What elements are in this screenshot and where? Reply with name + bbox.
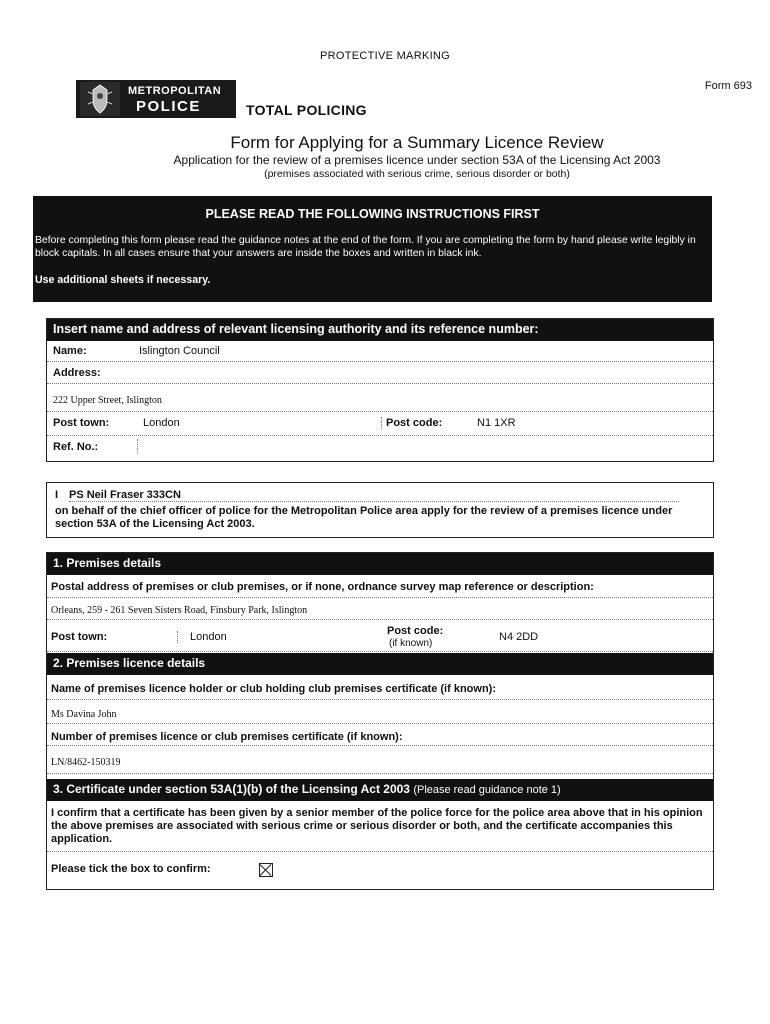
authority-ref-field[interactable]	[137, 439, 139, 453]
instructions-panel	[33, 196, 712, 302]
instructions-additional-sheets: Use additional sheets if necessary.	[35, 274, 211, 286]
section2-number-value-row	[47, 745, 713, 774]
sections-box	[46, 552, 714, 890]
authority-postcode-label: Post code:	[381, 417, 442, 429]
section2-heading: 2. Premises licence details	[47, 653, 713, 675]
section3-heading-bar	[47, 779, 713, 801]
confirm-checkbox[interactable]	[259, 863, 273, 877]
authority-address-row	[47, 361, 713, 384]
authority-name-field[interactable]: Islington Council	[139, 345, 220, 357]
section1-posttown-field[interactable]: London	[177, 631, 227, 643]
section1-posttown-label: Post town:	[51, 631, 108, 643]
form-subtitle: Application for the review of a premises licence under section 53A of the Licensing Act 2003	[173, 153, 661, 167]
section2-holder-value-row	[47, 699, 713, 724]
applicant-box	[46, 482, 714, 538]
logo-text-bottom: POLICE	[136, 98, 201, 115]
section2-number-field[interactable]: LN/8462-150319	[51, 757, 121, 768]
applicant-statement: on behalf of the chief officer of police for the Metropolitan Police area apply for the review of a premises licence under section 53A of the Licensing Act 2003.	[55, 505, 673, 530]
section2-number-label-row	[47, 723, 713, 746]
section1-postal-value-row	[47, 597, 713, 620]
authority-box	[46, 318, 714, 462]
authority-posttown-label: Post town:	[53, 417, 110, 429]
section3-heading-note: (Please read guidance note 1)	[413, 784, 561, 796]
authority-address-value-row	[47, 383, 713, 412]
section1-heading: 1. Premises details	[47, 553, 713, 575]
section1-post-row	[47, 619, 713, 652]
form-subnote: (premises associated with serious crime, serious disorder or both)	[264, 168, 570, 180]
section2-holder-label-row	[47, 675, 713, 700]
section3-tick-label: Please tick the box to confirm:	[51, 863, 211, 875]
section3-statement-row	[47, 801, 713, 852]
form-number: Form 693	[704, 80, 752, 92]
authority-heading: Insert name and address of relevant licensing authority and its reference number:	[47, 319, 713, 341]
authority-address-label: Address:	[53, 367, 101, 379]
section3-heading: 3. Certificate under section 53A(1)(b) of the Licensing Act 2003	[53, 782, 410, 796]
section3-statement: I confirm that a certificate has been given by a senior member of the police force for the police area above that in his opinion the above premises are associated with serious crime or serious disorder or both, and the certificate accompanies this application.	[51, 807, 703, 845]
authority-postcode-field[interactable]: N1 1XR	[477, 417, 516, 429]
crest-icon	[80, 82, 120, 116]
section1-postcode-label: Post code:	[387, 625, 444, 637]
applicant-name-field[interactable]: PS Neil Fraser 333CN	[69, 489, 679, 502]
instructions-heading: PLEASE READ THE FOLLOWING INSTRUCTIONS FIRST	[205, 207, 540, 221]
section1-postal-label: Postal address of premises or club premises, or if none, ordnance survey map reference or description:	[51, 581, 594, 593]
section2-holder-label: Name of premises licence holder or club holding club premises certificate (if known):	[51, 683, 496, 695]
section2-holder-field[interactable]: Ms Davina John	[51, 709, 117, 720]
section1-postal-label-row	[47, 575, 713, 598]
authority-name-label: Name:	[53, 345, 87, 357]
authority-name-row	[47, 341, 713, 362]
logo-text-top: METROPOLITAN	[128, 85, 222, 97]
authority-posttown-field[interactable]: London	[143, 417, 180, 429]
authority-address-field[interactable]: 222 Upper Street, Islington	[53, 395, 162, 406]
authority-ref-label: Ref. No.:	[53, 441, 99, 453]
section1-postcode-note: (if known)	[389, 638, 433, 649]
section3-tick-row	[47, 853, 713, 883]
applicant-prefix: I	[55, 489, 59, 501]
authority-post-row	[47, 411, 713, 436]
section2-number-label: Number of premises licence or club premises certificate (if known):	[51, 731, 403, 743]
protective-marking: PROTECTIVE MARKING	[319, 50, 451, 62]
instructions-body: Before completing this form please read the guidance notes at the end of the form. If you are completing the form by hand please write legibly in block capitals. In all cases ensure that your answers are inside the boxes and written in black ink.	[35, 235, 696, 259]
form-title: Form for Applying for a Summary Licence Review	[230, 133, 604, 152]
section1-postal-field[interactable]: Orleans, 259 - 261 Seven Sisters Road, Finsbury Park, Islington	[51, 605, 308, 616]
tagline: TOTAL POLICING	[246, 102, 367, 118]
section1-postcode-field[interactable]: N4 2DD	[499, 631, 539, 643]
